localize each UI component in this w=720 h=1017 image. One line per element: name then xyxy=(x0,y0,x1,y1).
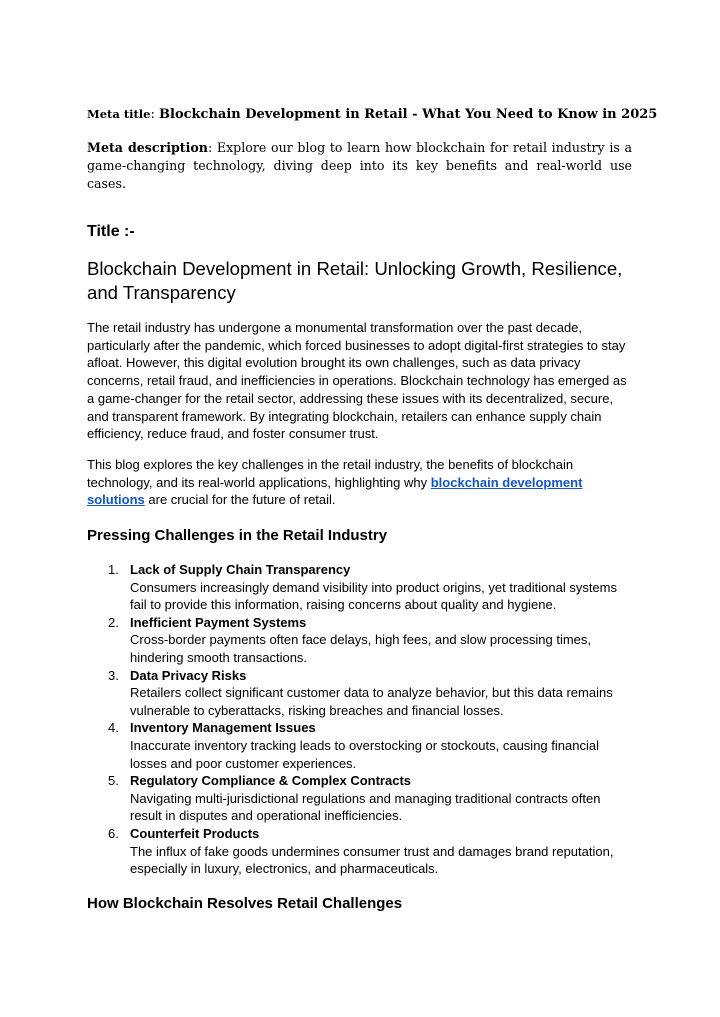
list-item-title: Inefficient Payment Systems xyxy=(130,614,307,630)
list-item-title: Regulatory Compliance & Complex Contracts xyxy=(130,773,411,789)
list-item-title: Inventory Management Issues xyxy=(130,720,316,736)
intro-paragraph: The retail industry has undergone a monumental transformation over the past decade, particularly after the pandemic, which forced businesses to adopt digital-first strategies to stay afloat. However, this digital evolution brought its own challenges, such as data privacy concerns, retail fraud, and inefficiencies in operations. Blockchain technology has emerged as a game-changer for the retail sector, addressing these issues with its decentralized, secure, and transparent framework. By integrating blockchain, retailers can enhance supply chain efficiency, reduce fraud, and foster consumer trust. xyxy=(87,320,627,442)
meta-description-separator: : xyxy=(207,140,217,155)
list-item xyxy=(87,825,632,878)
challenges-list xyxy=(87,561,632,878)
title-label: Title :- xyxy=(87,223,135,240)
list-item-number: 4. xyxy=(108,720,119,736)
second-paragraph-after: are crucial for the future of retail. xyxy=(144,492,336,508)
list-item xyxy=(87,772,632,825)
list-item-description: Cross-border payments often face delays, high fees, and slow processing times, hindering smooth transactions. xyxy=(130,632,592,665)
section-heading-solutions: How Blockchain Resolves Retail Challenges xyxy=(87,895,403,912)
list-item-number: 2. xyxy=(108,614,119,630)
meta-description-value: Explore our blog to learn how blockchain for retail industry is a game-changing technology, diving deep into its key benefits and real-world use cases. xyxy=(87,140,633,191)
meta-title-separator: : xyxy=(150,107,160,122)
list-item-description: Navigating multi-jurisdictional regulations and managing traditional contracts often result in disputes and operational inefficiencies. xyxy=(130,790,601,824)
list-item-number: 6. xyxy=(108,825,119,841)
list-item-title: Lack of Supply Chain Transparency xyxy=(130,562,351,577)
list-item-number: 3. xyxy=(108,667,119,683)
list-item-number: 1. xyxy=(108,562,119,577)
section-heading-challenges: Pressing Challenges in the Retail Industry xyxy=(87,527,388,544)
second-paragraph xyxy=(87,456,632,509)
list-item-description: Retailers collect significant customer data to analyze behavior, but this data remains vulnerable to cyberattacks, risking breaches and financial losses. xyxy=(130,685,613,718)
blockchain-development-link[interactable]: blockchain development solutions xyxy=(87,474,583,508)
list-item xyxy=(87,719,632,772)
list-item xyxy=(87,667,632,720)
list-item xyxy=(87,614,632,667)
meta-title-value: Blockchain Development in Retail - What You Need to Know in 2025 xyxy=(159,107,658,122)
list-item-title: Counterfeit Products xyxy=(130,825,260,841)
list-item-number: 5. xyxy=(108,773,119,789)
list-item-description: Consumers increasingly demand visibility into product origins, yet traditional systems fail to provide this information, raising concerns about quality and hygiene. xyxy=(130,579,617,613)
list-item xyxy=(87,561,632,614)
meta-description xyxy=(87,139,632,193)
meta-description-label: Meta description xyxy=(87,140,208,155)
list-item-description: The influx of fake goods undermines consumer trust and damages brand reputation, especially in luxury, electronics, and pharmaceuticals. xyxy=(130,843,614,877)
list-item-title: Data Privacy Risks xyxy=(130,667,247,683)
page-title: Blockchain Development in Retail: Unlocking Growth, Resilience, and Transparency xyxy=(87,258,623,303)
meta-title-label: Meta title xyxy=(87,107,151,121)
list-item-description: Inaccurate inventory tracking leads to overstocking or stockouts, causing financial losses and poor customer experiences. xyxy=(130,737,599,771)
second-paragraph-before: This blog explores the key challenges in the retail industry, the benefits of blockchain technology, and its real-world applications, highlighting why xyxy=(87,457,574,490)
meta-title xyxy=(87,105,658,124)
